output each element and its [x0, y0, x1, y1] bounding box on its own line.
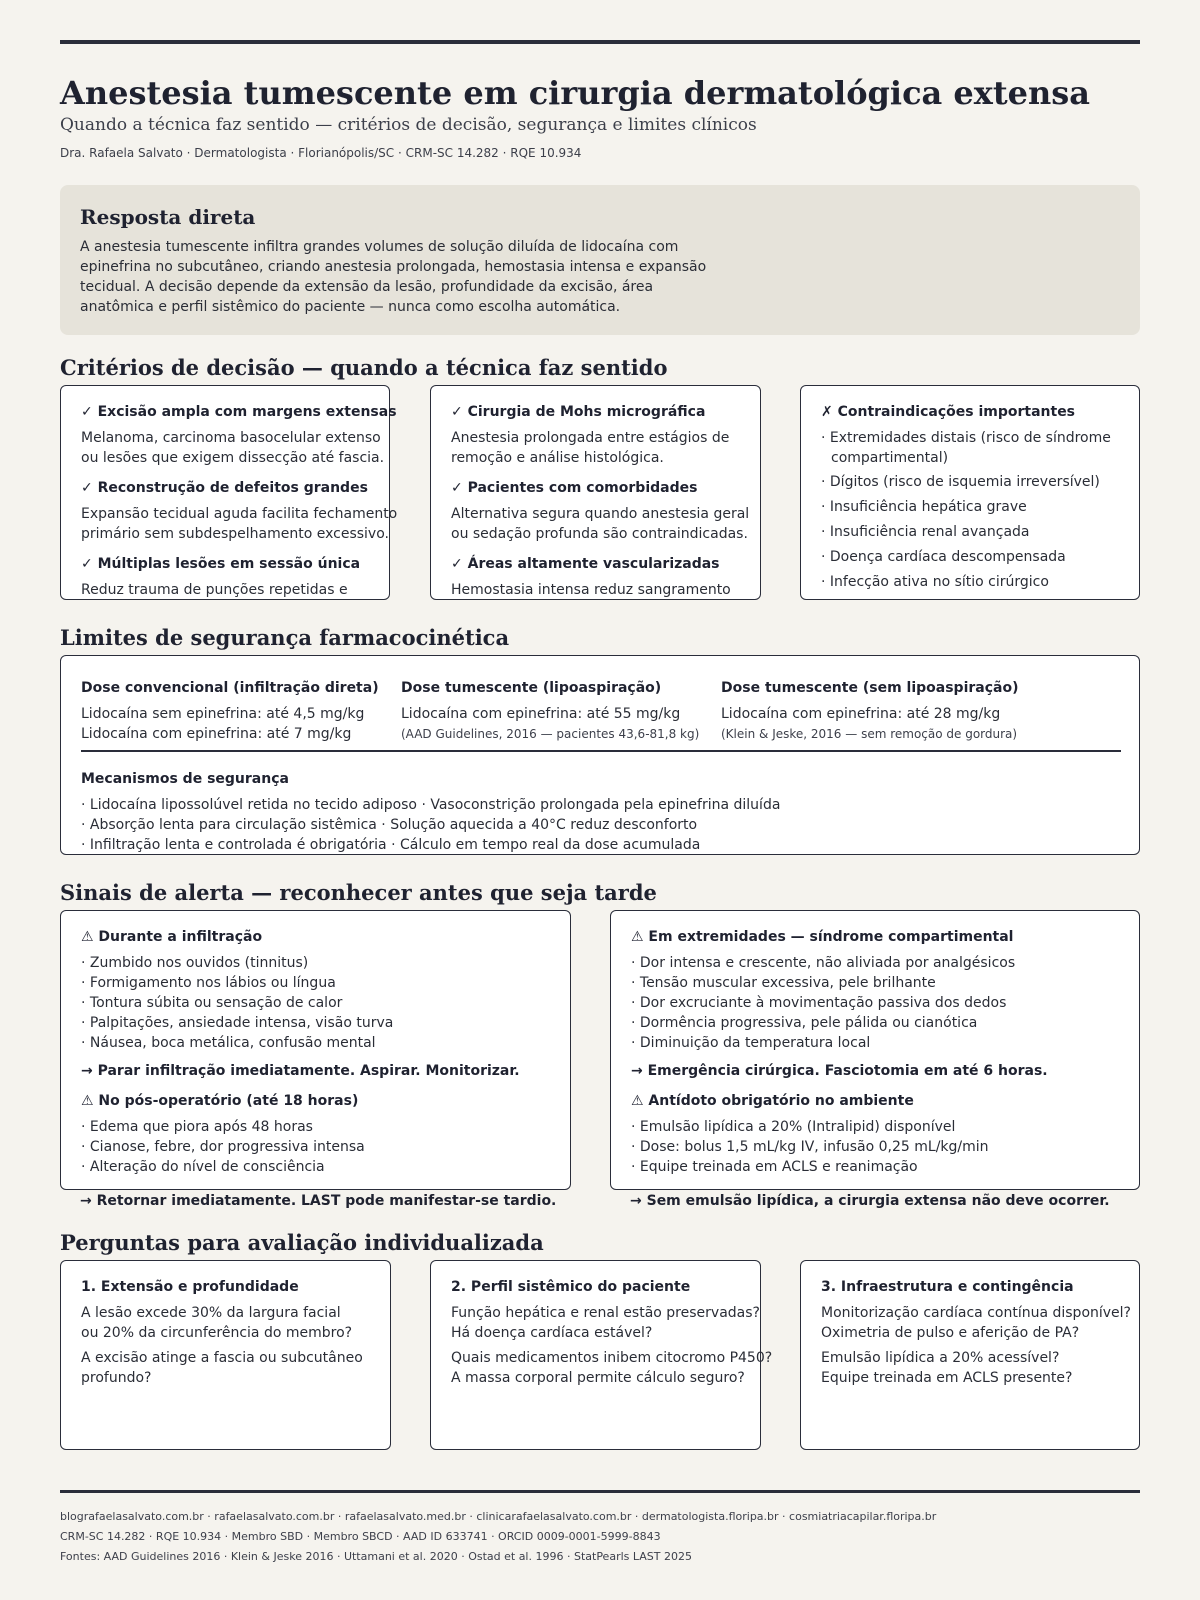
dose-heading: Dose convencional (infiltração direta)	[81, 680, 379, 696]
mechanism-line: · Infiltração lenta e controlada é obrigatória · Cálculo em tempo real da dose acumulada	[81, 837, 701, 853]
alert-action: → Emergência cirúrgica. Fasciotomia em até 6 horas.	[631, 1063, 1048, 1079]
alert-item: · Equipe treinada em ACLS e reanimação	[631, 1159, 918, 1175]
criterion-text: Expansão tecidual aguda facilita fechamento primário sem subdespelhamento excessivo.	[81, 506, 398, 542]
dose-column-conventional	[81, 678, 379, 744]
criterion-heading: ✓ Reconstrução de defeitos grandes	[81, 480, 368, 496]
alert-heading: ⚠ No pós-operatório (até 18 horas)	[81, 1093, 359, 1109]
footer-links: blografaelasalvato.com.br · rafaelasalvato.com.br · rafaelasalvato.med.br · clinicarafaelasalvato.com.br · dermatologista.floripa.br · cosmiatriacapilar.floripa.br	[60, 1510, 937, 1523]
alert-item: · Formigamento nos lábios ou língua	[81, 975, 336, 991]
dose-heading: Dose tumescente (sem lipoaspiração)	[721, 680, 1019, 696]
mechanism-line: · Lidocaína lipossolúvel retida no tecido adiposo · Vasoconstrição prolongada pela epinefrina diluída	[81, 797, 781, 813]
criterion-heading: ✓ Pacientes com comorbidades	[451, 480, 698, 496]
criterion-text: Alternativa segura quando anestesia geral ou sedação profunda são contraindicadas.	[451, 506, 750, 542]
safety-divider	[81, 750, 1121, 752]
alert-heading: ⚠ Durante a infiltração	[81, 929, 263, 945]
criteria-section-title: Critérios de decisão — quando a técnica faz sentido	[60, 355, 668, 380]
alert-action: → Parar infiltração imediatamente. Aspirar. Monitorizar.	[81, 1063, 520, 1079]
safety-card	[60, 655, 1140, 855]
dose-note: (AAD Guidelines, 2016 — pacientes 43,6-81,8 kg)	[401, 727, 700, 741]
direct-answer-line: epinefrina no subcutâneo, criando anestesia prolongada, hemostasia intensa e expansão	[80, 259, 707, 275]
question-text: Emulsão lipídica a 20% acessível? Equipe treinada em ACLS presente?	[821, 1350, 1073, 1386]
criterion-text: Reduz trauma de punções repetidas e	[81, 582, 348, 598]
alert-item: · Tontura súbita ou sensação de calor	[81, 995, 343, 1011]
contraindication-item: · Doença cardíaca descompensada	[821, 549, 1066, 565]
footer-rule	[60, 1490, 1140, 1493]
footer-credentials: CRM-SC 14.282 · RQE 10.934 · Membro SBD · Membro SBCD · AAD ID 633741 · ORCID 0009-0001-5999-8843	[60, 1530, 661, 1543]
alert-heading: ⚠ Antídoto obrigatório no ambiente	[631, 1093, 914, 1109]
contraindications-card	[800, 385, 1140, 600]
alerts-right-content	[631, 927, 1048, 1177]
criteria-card-1	[60, 385, 398, 600]
safety-mechanisms	[81, 769, 780, 855]
dose-note: (Klein & Jeske, 2016 — sem remoção de gordura)	[721, 727, 1018, 741]
question-card-2	[430, 1260, 773, 1450]
alert-item: · Diminuição da temperatura local	[631, 1035, 871, 1051]
direct-answer-panel	[60, 185, 1140, 335]
direct-answer-text	[80, 237, 760, 317]
contraindications-content	[821, 402, 1111, 592]
question-text: A lesão excede 30% da largura facial ou 20% da circunferência do membro?	[81, 1305, 353, 1341]
alert-item: · Cianose, febre, dor progressiva intensa	[81, 1139, 365, 1155]
dose-line: Lidocaína com epinefrina: até 7 mg/kg	[81, 726, 352, 742]
criterion-heading: ✓ Cirurgia de Mohs micrográfica	[451, 404, 706, 420]
dose-line: Lidocaína com epinefrina: até 55 mg/kg	[401, 706, 681, 722]
contraindication-item: · Insuficiência renal avançada	[821, 524, 1030, 540]
criterion-text: Melanoma, carcinoma basocelular extenso ou lesões que exigem dissecção até fascia.	[81, 430, 385, 466]
direct-answer-line: tecidual. A decisão depende da extensão da lesão, profundidade da excisão, área	[80, 279, 654, 295]
contraindication-item: · Insuficiência hepática grave	[821, 499, 1027, 515]
top-rule	[60, 40, 1140, 44]
dose-column-tumescent-no-lipo	[721, 678, 1018, 743]
criteria-card-1-content	[81, 402, 397, 600]
question-card-1-content	[81, 1277, 363, 1388]
contraindications-heading: ✗ Contraindicações importantes	[821, 404, 1076, 420]
alert-item: · Dor excruciante à movimentação passiva dos dedos	[631, 995, 1007, 1011]
question-text: A excisão atinge a fascia ou subcutâneo profundo?	[81, 1350, 363, 1386]
direct-answer-heading: Resposta direta	[80, 205, 256, 229]
mechanism-line: · Absorção lenta para circulação sistêmica · Solução aquecida a 40°C reduz desconforto	[81, 817, 698, 833]
alert-item: · Náusea, boca metálica, confusão mental	[81, 1035, 376, 1051]
page-subtitle: Quando a técnica faz sentido — critérios de decisão, segurança e limites clínicos	[60, 115, 757, 135]
alert-item: · Emulsão lipídica a 20% (Intralipid) disponível	[631, 1119, 956, 1135]
criterion-heading: ✓ Múltiplas lesões em sessão única	[81, 556, 361, 572]
question-heading: 1. Extensão e profundidade	[81, 1279, 299, 1295]
mechanisms-heading: Mecanismos de segurança	[81, 771, 289, 787]
dose-column-tumescent-lipo	[401, 678, 699, 743]
question-card-3	[800, 1260, 1140, 1450]
question-heading: 2. Perfil sistêmico do paciente	[451, 1279, 691, 1295]
alerts-card-right	[610, 910, 1140, 1190]
author-line: Dra. Rafaela Salvato · Dermatologista · Florianópolis/SC · CRM-SC 14.282 · RQE 10.934	[60, 146, 582, 160]
alert-heading: ⚠ Em extremidades — síndrome compartimental	[631, 929, 1014, 945]
criteria-card-2	[430, 385, 761, 600]
alert-item: · Zumbido nos ouvidos (tinnitus)	[81, 955, 309, 971]
alert-item: · Palpitações, ansiedade intensa, visão turva	[81, 1015, 394, 1031]
question-text: Monitorização cardíaca contínua disponível? Oximetria de pulso e aferição de PA?	[821, 1305, 1131, 1341]
questions-section-title: Perguntas para avaliação individualizada	[60, 1230, 544, 1255]
criterion-text: Anestesia prolongada entre estágios de remoção e análise histológica.	[451, 430, 730, 466]
dose-heading: Dose tumescente (lipoaspiração)	[401, 680, 662, 696]
dose-line: Lidocaína com epinefrina: até 28 mg/kg	[721, 706, 1001, 722]
alert-item: · Dormência progressiva, pele pálida ou cianótica	[631, 1015, 978, 1031]
criterion-heading: ✓ Excisão ampla com margens extensas	[81, 404, 397, 420]
criterion-heading: ✓ Áreas altamente vascularizadas	[451, 556, 720, 572]
alert-item: · Edema que piora após 48 horas	[81, 1119, 313, 1135]
alert-action: → Sem emulsão lipídica, a cirurgia extensa não deve ocorrer.	[630, 1193, 1110, 1209]
footer-sources: Fontes: AAD Guidelines 2016 · Klein & Jeske 2016 · Uttamani et al. 2020 · Ostad et al. 1996 · StatPearls LAST 2025	[60, 1550, 692, 1563]
criterion-text: Hemostasia intensa reduz sangramento	[451, 582, 731, 598]
alert-item: · Dor intensa e crescente, não aliviada por analgésicos	[631, 955, 1016, 971]
safety-section-title: Limites de segurança farmacocinética	[60, 625, 510, 650]
alert-item: · Dose: bolus 1,5 mL/kg IV, infusão 0,25 mL/kg/min	[631, 1139, 989, 1155]
alerts-card-left	[60, 910, 571, 1190]
question-card-1	[60, 1260, 391, 1450]
page-title: Anestesia tumescente em cirurgia dermatológica extensa	[60, 74, 1091, 112]
question-card-2-content	[451, 1277, 772, 1388]
alert-action: → Retornar imediatamente. LAST pode manifestar-se tardio.	[80, 1193, 557, 1209]
direct-answer-line: anatômica e perfil sistêmico do paciente — nunca como escolha automática.	[80, 299, 621, 315]
contraindication-item: · Infecção ativa no sítio cirúrgico	[821, 574, 1049, 590]
dose-line: Lidocaína sem epinefrina: até 4,5 mg/kg	[81, 706, 365, 722]
question-heading: 3. Infraestrutura e contingência	[821, 1279, 1074, 1295]
alerts-section-title: Sinais de alerta — reconhecer antes que seja tarde	[60, 880, 657, 905]
alert-item: · Alteração do nível de consciência	[81, 1159, 325, 1175]
question-text: Função hepática e renal estão preservadas? Há doença cardíaca estável?	[451, 1305, 760, 1341]
direct-answer-line: A anestesia tumescente infiltra grandes volumes de solução diluída de lidocaína com	[80, 239, 679, 255]
question-text: Quais medicamentos inibem citocromo P450? A massa corporal permite cálculo seguro?	[451, 1350, 773, 1386]
contraindication-item: · Extremidades distais (risco de síndrome compartimental)	[821, 430, 1111, 466]
criteria-card-2-content	[451, 402, 749, 600]
question-card-3-content	[821, 1277, 1131, 1388]
alert-item: · Tensão muscular excessiva, pele brilhante	[631, 975, 936, 991]
contraindication-item: · Dígitos (risco de isquemia irreversível)	[821, 474, 1100, 490]
alerts-left-content	[81, 927, 520, 1177]
